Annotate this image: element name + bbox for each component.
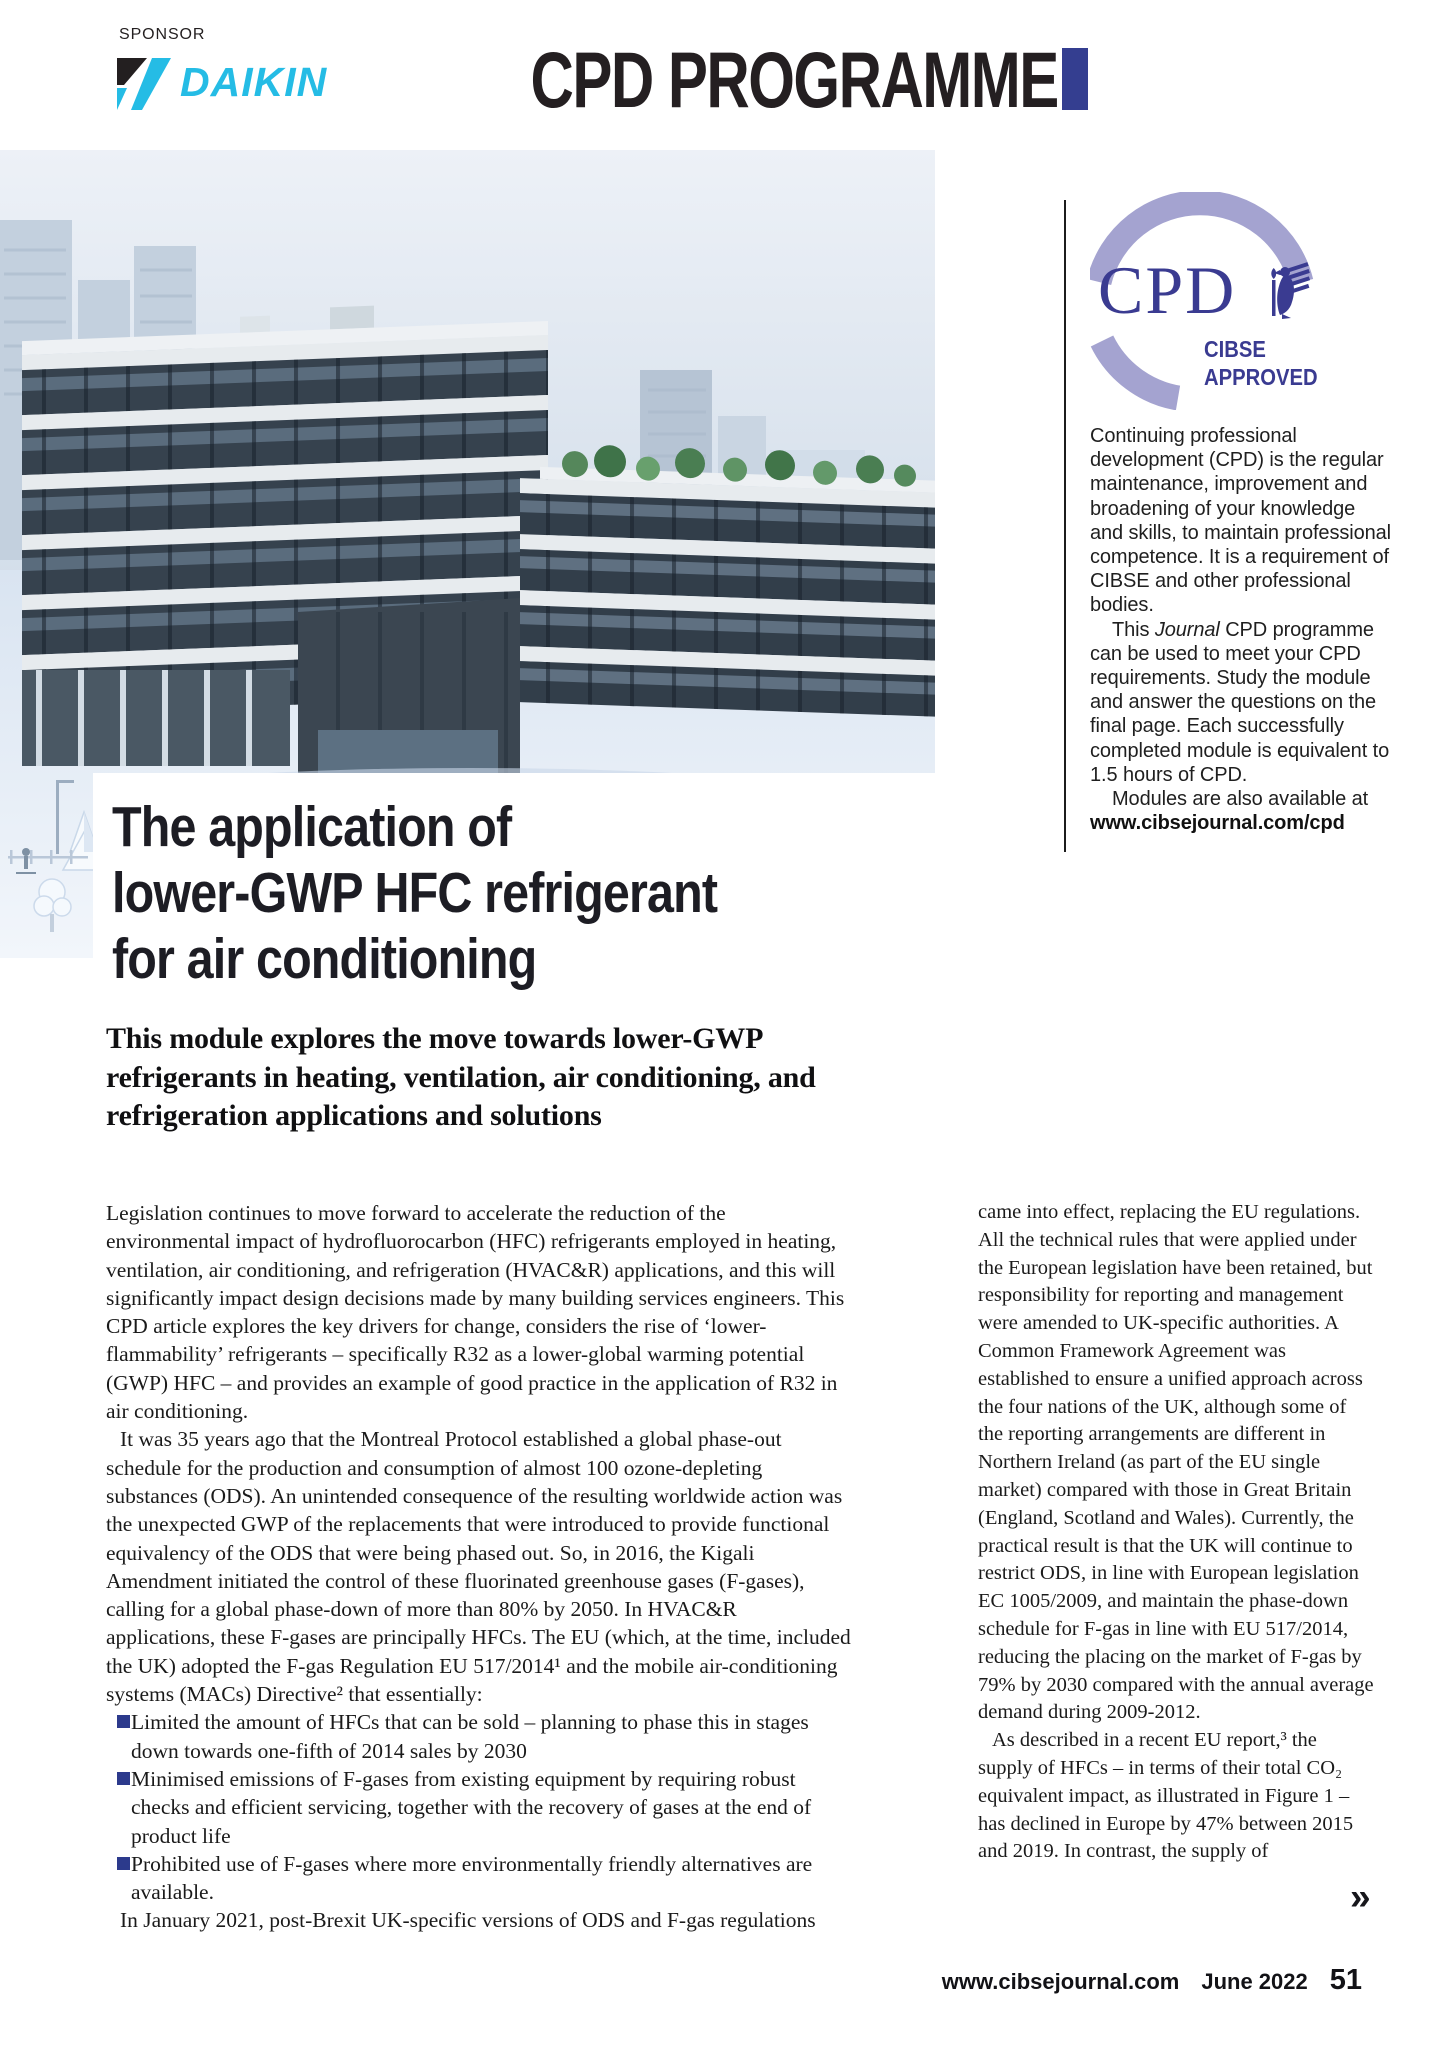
cibse-label: CIBSE <box>1204 336 1266 362</box>
body-paragraph: In January 2021, post-Brexit UK-specific versions of ODS and F-gas regulations <box>120 1908 816 1933</box>
standfirst-line: This module explores the move towards lower-GWP <box>106 1022 764 1055</box>
page-header <box>0 35 1058 124</box>
article-title <box>112 794 812 992</box>
cpd-cibse-approved-badge <box>1090 192 1345 410</box>
sidebar-text-run: Modules are also available at <box>1112 788 1369 811</box>
standfirst-line: refrigeration applications and solutions <box>106 1099 602 1132</box>
body-paragraph: It was 35 years ago that the Montreal Protocol established a global phase-out schedule for the production and consumption of almost 100 ozone-depleting substances (ODS). An unintended consequence of the resulting worldwide action was the unexpected GWP of the replacements that were introduced to provide functional equivalency of the ODS that were being phased out. So, in 2016, the Kigali Amendment initiated the control of these fluorinated greenhouse gases (F-gases), calling for a global phase-down of more than 80% by 2050. In HVAC&R applications, these F-gases are principally HFCs. The EU (which, at the time, included the UK) adopted the F-gas Regulation EU 517/2014¹ and the mobile air-conditioning systems (MACs) Directive² that essentially: <box>106 1427 851 1707</box>
page-number: 51 <box>1329 1964 1362 1996</box>
footer-issue-date: June 2022 <box>1201 1969 1308 1994</box>
cpd-badge-text: CPD <box>1098 252 1237 328</box>
body-paragraph: Legislation continues to move forward to accelerate the reduction of the environmental impact of hydrofluorocarbon (HFC) refrigerants employed in heating, ventilation, air conditioning, and refrigeration (HVAC&R) applications, and this will significantly impact design decisions made by many building services engineers. This CPD article explores the key drivers for change, considers the rise of ‘lower-flammability’ refrigerants – specifically R32 as a lower-global warming potential (GWP) HFC – and provides an example of good practice in the application of R32 in air conditioning. <box>106 1201 845 1424</box>
cibse-eagle-icon <box>1256 260 1318 327</box>
list-item: Prohibited use of F-gases where more environmentally friendly alternatives are available. <box>106 1850 851 1907</box>
article-title-line: for air conditioning <box>112 927 537 991</box>
article-standfirst <box>106 1020 816 1136</box>
body-paragraph: As described in a recent EU report,³ the supply of HFCs – in terms of their total CO₂ equivalent impact, as illustrated in Figure 1 – has declined in Europe by 47% between 2015 and 2019. In contrast, the supply of <box>978 1729 1354 1863</box>
standfirst-line: refrigerants in heating, ventilation, air conditioning, and <box>106 1060 816 1094</box>
sponsor-label: SPONSOR <box>119 26 206 43</box>
sidebar-paragraph <box>1090 787 1392 835</box>
footer-site-url[interactable]: www.cibsejournal.com <box>941 1969 1180 1994</box>
list-item: Minimised emissions of F-gases from existing equipment by requiring robust checks and efficient servicing, together with the recovery of gases at the end of product life <box>106 1765 851 1850</box>
approved-label: APPROVED <box>1204 364 1318 390</box>
fgas-rules-list <box>106 1708 851 1906</box>
body-column-left <box>106 1199 851 1935</box>
page-title: CPD PROGRAMME <box>530 35 1058 124</box>
list-item: Limited the amount of HFCs that can be sold – planning to phase this in stages down towards one-fifth of 2014 sales by 2030 <box>106 1708 851 1765</box>
cpd-info-sidebar <box>1090 424 1392 835</box>
journal-italic: Journal <box>1154 618 1220 641</box>
body-paragraph: came into effect, replacing the EU regulations. All the technical rules that were applied under the European legislation have been retained, but responsibility for reporting and management were amended to UK-specific authorities. A Common Framework Agreement was established to ensure a unified approach across the four nations of the UK, although some of the reporting arrangements are different in Northern Ireland (as part of the EU single market) compared with those in Great Britain (England, Scotland and Wales). Currently, the practical result is that the UK will continue to restrict ODS, in line with European legislation EC 1005/2009, and maintain the phase-down schedule for F-gas in line with EU 517/2014, reducing the placing on the market of F-gas by 79% by 2030 compared with the annual average demand during 2009-2012. <box>978 1201 1374 1724</box>
article-title-card <box>93 773 935 1009</box>
article-title-line: lower-GWP HFC refrigerant <box>112 861 718 925</box>
sidebar-text-run: This <box>1112 618 1155 641</box>
daikin-wordmark: DAIKIN <box>180 59 328 105</box>
continued-chevron-icon: » <box>1350 1876 1368 1917</box>
sidebar-paragraph: Continuing professional development (CPD) is the regular maintenance, improvement and broadening of your knowledge and skills, to maintain professional competence. It is a requirement of CIBSE and other professional bodies. <box>1090 425 1391 617</box>
sidebar-divider-rule <box>1064 200 1066 852</box>
body-column-right <box>978 1199 1376 1866</box>
page-footer <box>0 1964 1362 1997</box>
sidebar-paragraph <box>1090 618 1392 787</box>
sidebar-text-run: CPD programme can be used to meet your CPD requirements. Study the module and answer the questions on the final page. Each successfully completed module is equivalent to 1.5 hours of CPD. <box>1090 618 1390 786</box>
article-title-line: The application of <box>112 795 512 859</box>
cpd-modules-url[interactable]: www.cibsejournal.com/cpd <box>1090 812 1345 835</box>
headline-accent-bar <box>1062 48 1088 110</box>
